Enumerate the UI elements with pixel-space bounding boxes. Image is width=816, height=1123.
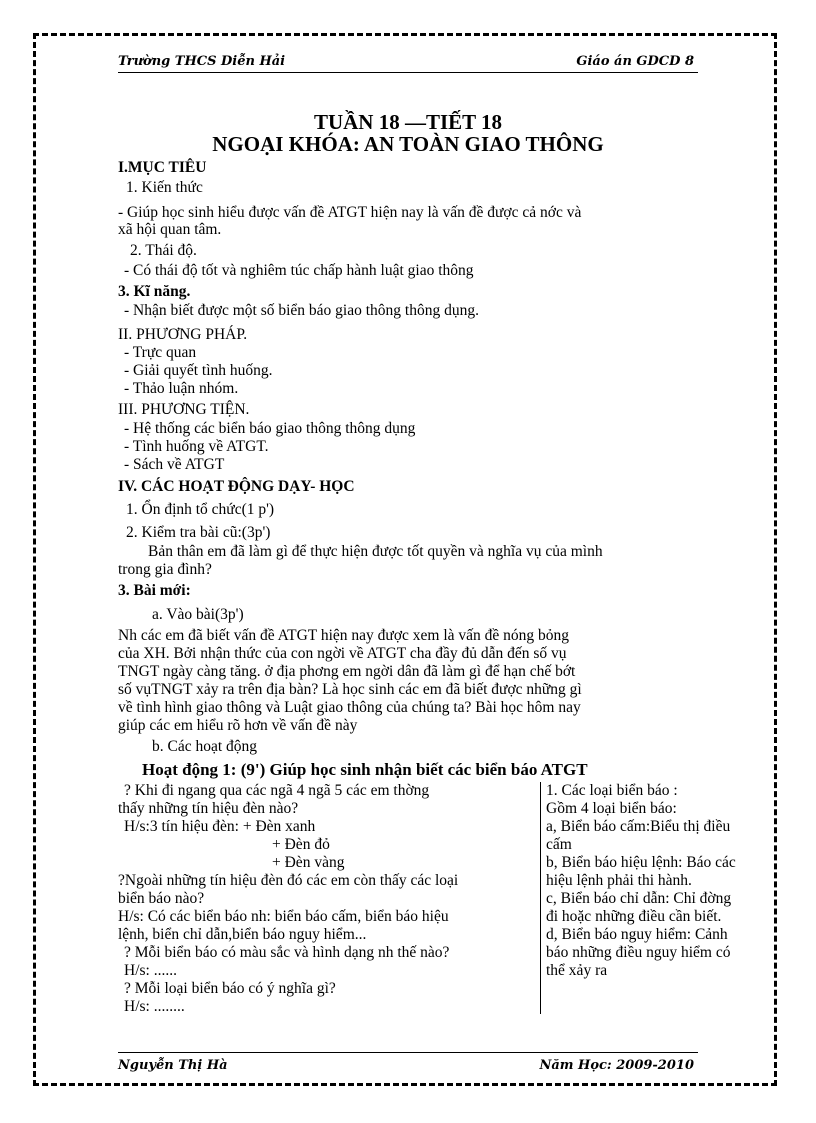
text-line: - Nhận biết được một số biển báo giao thông thông dụng. xyxy=(124,302,479,319)
text-line: số vụTNGT xảy ra trên địa bàn? Là học sinh các em đã biết được những gì xyxy=(118,681,582,698)
author-name: Nguyễn Thị Hà xyxy=(118,1058,228,1073)
text-line: TNGT ngày càng tăng. ở địa phơng em ngời dân đã làm gì để hạn chế bớt xyxy=(118,663,576,680)
subsection-knowledge: 1. Kiến thức xyxy=(126,179,203,196)
text-line: - Thảo luận nhóm. xyxy=(124,380,239,397)
section-objectives: I.MỤC TIÊU xyxy=(118,159,207,176)
school-name: Trường THCS Diễn Hải xyxy=(118,54,286,69)
right-column-line: Gồm 4 loại biển báo: xyxy=(546,800,677,817)
text-line: - Giải quyết tình huống. xyxy=(124,362,273,379)
subject-name: Giáo án GDCD 8 xyxy=(576,54,694,69)
right-column-line: c, Biển báo chỉ dẫn: Chỉ đờng xyxy=(546,890,732,907)
text-line: - Sách về ATGT xyxy=(124,456,225,473)
text-line: về tình hình giao thông và Luật giao thông của chúng ta? Bài học hôm nay xyxy=(118,699,581,716)
text-line: trong gia đình? xyxy=(118,561,212,578)
subsection-attitude: 2. Thái độ. xyxy=(130,242,197,259)
right-column-line: 1. Các loại biển báo : xyxy=(546,782,678,799)
text-line: giúp các em hiểu rõ hơn về vấn đề này xyxy=(118,717,358,734)
week-title: TUẦN 18 —TIẾT 18 xyxy=(313,110,503,134)
subsection-check-homework: 2. Kiểm tra bài cũ:(3p') xyxy=(126,524,271,541)
subsection-new-lesson: 3. Bài mới: xyxy=(118,582,191,599)
text-line: - Có thái độ tốt và nghiêm túc chấp hành luật giao thông xyxy=(124,262,474,279)
left-column-line: H/s:3 tín hiệu đèn: + Đèn xanh xyxy=(124,818,316,835)
left-column-line: H/s: ........ xyxy=(124,998,185,1015)
right-column-line: báo những điều nguy hiểm có xyxy=(546,944,731,961)
text-line: Nh các em đã biết vấn đề ATGT hiện nay được xem là vấn đề nóng bỏng xyxy=(118,627,570,644)
text-line: - Tình huống về ATGT. xyxy=(124,438,269,455)
section-activities: IV. CÁC HOẠT ĐỘNG DẠY- HỌC xyxy=(118,478,355,495)
section-means: III. PHƯƠNG TIỆN. xyxy=(118,401,250,418)
activity-1-heading: Hoạt động 1: (9') Giúp học sinh nhận biết các biển báo ATGT xyxy=(142,760,588,779)
left-column-line: H/s: ...... xyxy=(124,962,177,979)
footer-rule xyxy=(118,1052,698,1053)
subsection-activities: b. Các hoạt động xyxy=(152,738,258,755)
text-line: Bản thân em đã làm gì để thực hiện được tốt quyền và nghĩa vụ của mình xyxy=(148,543,603,560)
right-column-line: đi hoặc những điều cần biết. xyxy=(546,908,722,925)
column-divider xyxy=(540,782,541,1014)
subsection-intro: a. Vào bài(3p') xyxy=(152,606,244,623)
left-column-line: ? Mỗi loại biển báo có ý nghĩa gì? xyxy=(124,980,336,997)
right-column-line: a, Biển báo cấm:Biểu thị điều xyxy=(546,818,731,835)
right-column-line: hiệu lệnh phải thi hành. xyxy=(546,872,692,889)
school-year: Năm Học: 2009-2010 xyxy=(539,1058,694,1073)
left-column-line: H/s: Có các biển báo nh: biển báo cấm, biển báo hiệu xyxy=(118,908,449,925)
text-line: xã hội quan tâm. xyxy=(118,221,222,238)
left-column-line: + Đèn vàng xyxy=(272,854,345,871)
right-column-line: d, Biển báo nguy hiểm: Cảnh xyxy=(546,926,728,943)
section-method: II. PHƯƠNG PHÁP. xyxy=(118,326,248,343)
left-column-line: lệnh, biển chỉ dẫn,biển báo nguy hiểm... xyxy=(118,926,367,943)
header-rule xyxy=(118,72,698,73)
right-column-line: b, Biển báo hiệu lệnh: Báo các xyxy=(546,854,736,871)
subsection-organize: 1. Ổn định tổ chức(1 p') xyxy=(126,501,275,518)
subsection-skills: 3. Kĩ năng. xyxy=(118,283,191,300)
text-line: - Giúp học sinh hiểu được vấn đề ATGT hiện nay là vấn đề được cả nớc và xyxy=(118,204,582,221)
text-line: - Hệ thống các biển báo giao thông thông dụng xyxy=(124,420,416,437)
left-column-line: ? Khi đi ngang qua các ngã 4 ngã 5 các em thờng xyxy=(124,782,430,799)
text-line: - Trực quan xyxy=(124,344,197,361)
left-column-line: biển báo nào? xyxy=(118,890,205,907)
left-column-line: + Đèn đỏ xyxy=(272,836,330,853)
lesson-title: NGOẠI KHÓA: AN TOÀN GIAO THÔNG xyxy=(212,132,604,156)
left-column-line: thấy những tín hiệu đèn nào? xyxy=(118,800,299,817)
right-column-line: cấm xyxy=(546,836,572,853)
right-column-line: thể xảy ra xyxy=(546,962,608,979)
left-column-line: ?Ngoài những tín hiệu đèn đó các em còn thấy các loại xyxy=(118,872,459,889)
left-column-line: ? Mỗi biển báo có màu sắc và hình dạng nh thế nào? xyxy=(124,944,450,961)
text-line: của XH. Bởi nhận thức của con ngời về ATGT cha đầy đủ dẫn đến số vụ xyxy=(118,645,567,662)
